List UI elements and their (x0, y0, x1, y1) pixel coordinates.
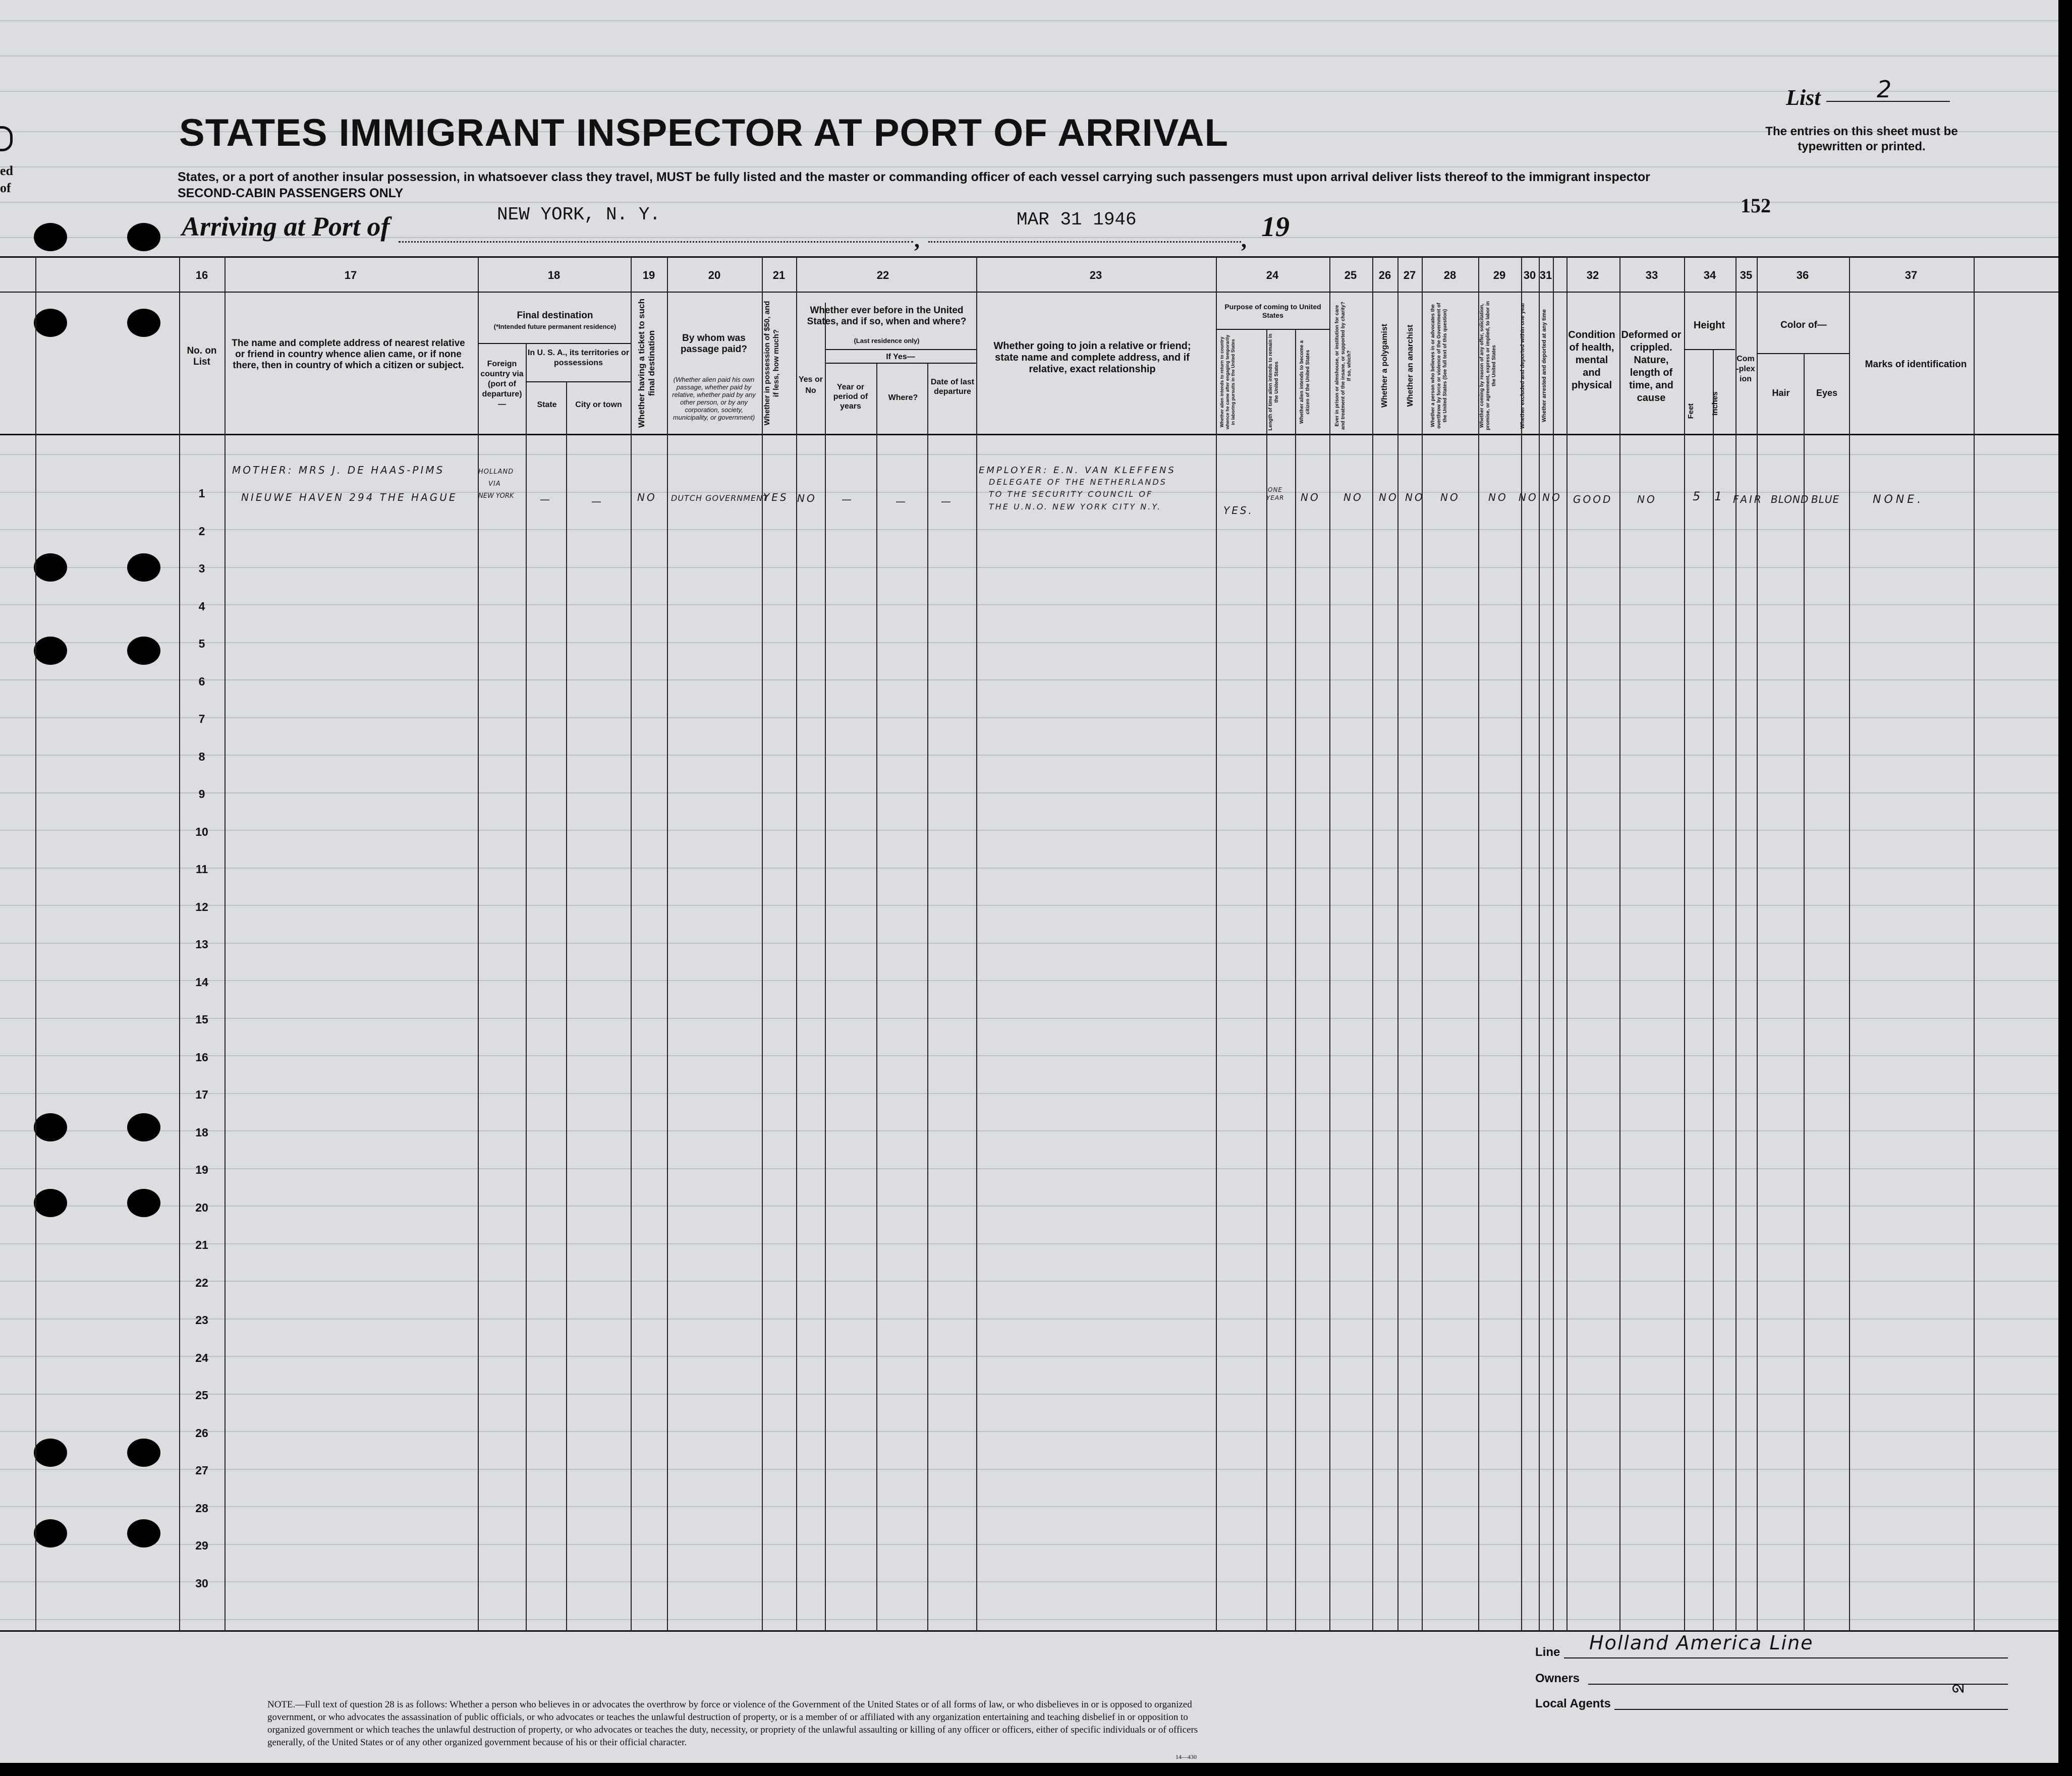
ruled-line (0, 91, 2058, 92)
arriving-label: Arriving at Port of (182, 211, 390, 242)
column-number: 29 (1493, 269, 1506, 281)
header-bottom-border (0, 434, 2058, 435)
port-line (399, 241, 913, 243)
column-divider (762, 256, 763, 1631)
column-number: 26 (1378, 269, 1391, 281)
ruled-line (0, 529, 2058, 530)
hdr-health: Condition of health, mental and physical (1568, 329, 1615, 391)
relative-line-2: NIEUWE HAVEN 294 THE HAGUE (241, 491, 458, 503)
comma-1: , (914, 227, 920, 252)
paid-by-value: DUTCH GOVERNMENT (671, 493, 768, 503)
column-divider (796, 256, 797, 1631)
row-number: 8 (198, 750, 205, 763)
column-number: 27 (1403, 269, 1416, 281)
hdr-hair: Hair (1772, 388, 1790, 398)
column-number: 30 (1523, 269, 1536, 281)
footer-note: NOTE.—Full text of question 28 is as follows: Whether a person who believes in or advocates the overthrow by force or violence of the Government of the United States or of all forms of law, or who disbelieves in or is opposed to organized government, or who advocates the assassination of public officials, or who advocates or teaches the unlawful destruction of property, or is a member of or affiliated with any organization entertaining and teaching disbelief in or opposition to organized government or which teaches the unlawful destruction of property, or who advocates or teaches the duty, necessity, or propriety of the unlawful assaulting or killing of any officer or officers, either of specific individuals or of officers generally, of the United States or of any other organized government because of his or their official character. (267, 1699, 1198, 1748)
deformed-value: NO (1637, 493, 1657, 505)
column-number: 19 (642, 269, 655, 281)
row-number: 4 (198, 600, 205, 613)
feet-value: 5 (1693, 489, 1703, 503)
foreign-line-1: HOLLAND (478, 468, 514, 476)
punch-hole (127, 1439, 160, 1467)
ruled-line (0, 1168, 2058, 1169)
citizen-value: NO (1301, 491, 1320, 503)
hdr-city: City or town (575, 400, 622, 409)
sub-column-divider (825, 303, 826, 1631)
ruled-line (0, 1356, 2058, 1357)
margin-text: ed of (0, 163, 13, 195)
row-number: 5 (198, 637, 205, 650)
sub-column-divider (876, 363, 877, 1631)
state-value: — (540, 493, 552, 505)
ruled-line (0, 943, 2058, 944)
anarchist-value: NO (1405, 491, 1425, 503)
hdr-overthrow: Whether a person who believes in or advocates the overthrow by force or violence of the Government of the United States (See full text of this question) (1430, 303, 1448, 429)
column-divider (1757, 256, 1758, 1631)
return-value: YES. (1223, 504, 1254, 517)
column-divider (1619, 256, 1620, 1631)
hdr-final-destination-note: (*Intended future permanent residence) (493, 323, 617, 330)
eyes-value: BLUE (1811, 493, 1840, 505)
ruled-line (0, 755, 2058, 756)
foreign-line-2: VIA (488, 480, 501, 488)
join-line-4: THE U.N.O. NEW YORK CITY N.Y. (989, 502, 1162, 511)
hdr-in-usa: In U. S. A., its territories or possessions (527, 349, 630, 367)
punch-hole (34, 309, 67, 337)
ruled-line (0, 1506, 2058, 1507)
punch-hole (34, 1439, 67, 1467)
punch-hole (34, 637, 67, 665)
ruled-line (0, 1544, 2058, 1545)
table-top-border (0, 256, 2058, 258)
row-number: 11 (195, 863, 208, 876)
typewritten-note: The entries on this sheet must be typewritten or printed. (1765, 125, 1958, 153)
local-agents-label: Local Agents (1535, 1697, 1611, 1710)
hdr-excluded: Whether excluded and deported within one year (1520, 302, 1526, 429)
row-number: 24 (195, 1351, 208, 1364)
money-value: YES (763, 491, 789, 503)
sub-column-divider (1295, 329, 1296, 1631)
column-number: 33 (1645, 269, 1658, 281)
hdr-passage-note: (Whether alien paid his own passage, whether paid by relative, whether paid by any other person, or by any corporation, society, municipality, or government) (672, 376, 756, 421)
pen-mark: ᘔ (1948, 1683, 1967, 1694)
column-number: 24 (1266, 269, 1279, 281)
column-divider (179, 256, 180, 1631)
ruled-line (0, 20, 2058, 21)
hdr-year-period: Year or period of years (833, 383, 868, 411)
hdr-purpose: Purpose of coming to United States (1224, 303, 1321, 319)
hdr-ever-before-note: (Last residence only) (854, 337, 920, 345)
row-number: 14 (195, 976, 208, 989)
ruled-line (0, 1319, 2058, 1320)
line-underline (1564, 1657, 2008, 1658)
punch-hole (127, 1189, 160, 1217)
hdr-length-time: Length of time alien intends to remain in the United States (1268, 333, 1279, 431)
hdr-final-destination: Final destination (517, 310, 593, 321)
c18-usa-divider (526, 381, 631, 382)
hdr-passage-paid: By whom was passage paid? (681, 333, 747, 355)
column-divider (976, 256, 977, 1631)
ruled-line (0, 980, 2058, 981)
hdr-if-yes: If Yes— (886, 353, 915, 361)
join-line-1: EMPLOYER: E.N. VAN KLEFFENS (979, 465, 1176, 476)
punch-hole (34, 553, 67, 582)
row-number: 30 (195, 1577, 208, 1590)
comma-2: , (1241, 227, 1247, 252)
city-value: — (591, 495, 603, 507)
column-divider (1422, 256, 1423, 1631)
year-prefix: 19 (1261, 211, 1290, 243)
form-number: 14—430 (1175, 1753, 1197, 1760)
column-divider (225, 256, 226, 1631)
hdr-foreign-country: Foreign country via (port of departure)— (480, 360, 524, 409)
excluded-value: NO (1519, 491, 1538, 503)
punch-hole (34, 1189, 67, 1217)
hdr-deformed: Deformed or crippled. Nature, length of time, and cause (1621, 329, 1682, 404)
row-number: 13 (195, 938, 208, 951)
page-title: STATES IMMIGRANT INSPECTOR AT PORT OF ARRIVAL (179, 111, 1229, 154)
subtitle-line-1: States, or a port of another insular possession, in whatsoever class they travel, MUST be fully listed and the master or commanding officer of each vessel carrying such passengers must upon arrival deliver lists thereof to the immigrant inspector (178, 170, 1650, 184)
column-divider (35, 256, 36, 1631)
row-number: 27 (195, 1464, 208, 1477)
punch-hole (127, 553, 160, 582)
hdr-join-relative: Whether going to join a relative or friend; state name and complete address, and if relative, exact relationship (993, 340, 1191, 375)
c24-subdivider (1216, 329, 1329, 330)
column-divider (1735, 256, 1737, 1631)
column-divider (631, 256, 632, 1631)
ruled-line (0, 679, 2058, 680)
column-divider (667, 256, 668, 1631)
hdr-inches: Inches (1711, 391, 1719, 416)
date-line (928, 241, 1241, 243)
sheet-number: 152 (1741, 194, 1771, 217)
overthrow-value: NO (1440, 491, 1460, 503)
hdr-feet: Feet (1687, 403, 1695, 419)
row-number: 1 (198, 487, 205, 500)
ruled-line (0, 166, 2058, 167)
list-number: 2 (1877, 76, 1892, 103)
column-number: 23 (1089, 269, 1102, 281)
row-number: 16 (195, 1051, 208, 1064)
row-number: 28 (195, 1502, 208, 1515)
ruled-line (0, 567, 2058, 568)
hdr-offer-labor: Whether coming by reason of any offer, solicitation, promise, or agreement, express or implied, to labor in the United States (1479, 301, 1497, 430)
punch-hole (34, 1113, 67, 1141)
row-number: 23 (195, 1313, 208, 1327)
column-number: 32 (1586, 269, 1599, 281)
column-divider (478, 256, 479, 1631)
row-number: 20 (195, 1201, 208, 1214)
hdr-return: Whether alien intends to return to country whence he came after engaging temporarily in laboring pursuits in the United States (1219, 334, 1236, 430)
hdr-anarchist: Whether an anarchist (1406, 324, 1415, 407)
port-value: NEW YORK, N. Y. (497, 204, 661, 225)
punch-hole (127, 1113, 160, 1141)
column-divider (1397, 256, 1398, 1631)
ruled-line (0, 1130, 2058, 1131)
hdr-yes-no: Yes or No (798, 375, 823, 395)
colnum-divider (0, 292, 2058, 293)
hdr-prison: Ever in prison or almshouse, or institution for care and treatment of the insane, or supported by charity? If so, which? (1334, 302, 1352, 430)
hdr-color-of: Color of— (1780, 320, 1827, 330)
marks-value: NONE. (1873, 493, 1924, 506)
column-divider (1521, 256, 1522, 1631)
column-number: 25 (1344, 269, 1357, 281)
hdr-height: Height (1693, 320, 1725, 331)
offer-value: NO (1488, 491, 1508, 503)
column-number: 31 (1539, 269, 1552, 281)
ruled-line (0, 604, 2058, 605)
row-number: 18 (195, 1126, 208, 1139)
year-period-value: — (842, 493, 854, 505)
owners-label: Owners (1535, 1672, 1580, 1685)
join-line-3: TO THE SECURITY COUNCIL OF (989, 489, 1153, 499)
column-number: 37 (1905, 269, 1918, 281)
ruled-line (0, 1394, 2058, 1395)
c36-subdivider (1757, 353, 1849, 354)
sub-column-divider (1266, 329, 1267, 1631)
last-departure-value: — (941, 495, 953, 507)
sub-column-divider (566, 381, 567, 1631)
column-divider (1478, 256, 1479, 1631)
row-number: 25 (195, 1389, 208, 1402)
hdr-citizen: Whether alien intends to become a citizen of the United States (1299, 340, 1311, 424)
column-divider (1566, 256, 1567, 1631)
column-number: 17 (344, 269, 357, 281)
owners-underline (1588, 1684, 2008, 1685)
ruled-line (0, 1281, 2058, 1282)
c34-subdivider (1684, 349, 1735, 350)
sub-column-divider (1713, 349, 1714, 1631)
list-label: List (1786, 85, 1821, 110)
column-divider (1372, 256, 1373, 1631)
ruled-line (0, 1619, 2058, 1620)
polygamist-value: NO (1379, 491, 1398, 503)
foreign-line-3: NEW YORK (478, 492, 514, 500)
ruled-line (0, 1093, 2058, 1094)
line-label: Line (1535, 1645, 1560, 1659)
sub-column-divider (1804, 353, 1805, 1631)
c18-subdivider (478, 343, 631, 344)
ruled-line (0, 717, 2058, 718)
c22-subdivider (825, 349, 976, 350)
column-divider (1849, 256, 1850, 1631)
column-number: 18 (547, 269, 561, 281)
prison-value: NO (1343, 491, 1363, 503)
hdr-marks: Marks of identification (1865, 359, 1967, 370)
column-divider (1329, 256, 1330, 1631)
column-number: 28 (1443, 269, 1457, 281)
punch-hole (127, 637, 160, 665)
ruled-line (0, 454, 2058, 455)
hdr-ticket: Whether having a ticket to such final destination (637, 299, 656, 428)
column-divider (1539, 256, 1540, 1631)
hdr-last-departure: Date of last departure (930, 378, 975, 396)
hdr-polygamist: Whether a polygamist (1380, 323, 1389, 408)
column-number: 34 (1703, 269, 1716, 281)
length-line-1: ONE (1268, 486, 1283, 493)
relative-line-1: MOTHER: MRS J. DE HAAS-PIMS (232, 464, 445, 476)
row-number: 3 (198, 562, 205, 575)
column-divider (1553, 256, 1554, 1631)
ticket-value: NO (637, 491, 657, 503)
ruled-line (0, 1243, 2058, 1244)
column-divider (1216, 256, 1217, 1631)
complexion-value: FAIR (1733, 493, 1763, 505)
subtitle-line-2: SECOND-CABIN PASSENGERS ONLY (178, 186, 404, 200)
hdr-arrested: Whether arrested and deported at any time (1541, 309, 1547, 422)
ruled-line (0, 1055, 2058, 1056)
column-divider (1974, 256, 1975, 1631)
hdr-fifty-dollars: Whether in possession of $50, and if less, how much? (763, 301, 780, 426)
hdr-state: State (537, 400, 557, 409)
ruled-line (0, 1469, 2058, 1470)
column-number: 16 (195, 269, 208, 281)
line-value: Holland America Line (1589, 1632, 1814, 1654)
row-number: 2 (198, 525, 205, 538)
ruled-line (0, 1018, 2058, 1019)
hdr-where: Where? (888, 393, 918, 402)
margin-mark (0, 126, 13, 151)
ever-before-value: NO (797, 492, 817, 504)
sub-column-divider (927, 363, 928, 1631)
row-number: 17 (195, 1088, 208, 1101)
ruled-line (0, 830, 2058, 831)
row-number: 12 (195, 900, 208, 913)
column-number: 36 (1796, 269, 1809, 281)
ruled-line (0, 905, 2058, 906)
row-number: 10 (195, 825, 208, 838)
arrested-value: NO (1542, 491, 1562, 503)
row-number: 26 (195, 1426, 208, 1440)
hdr-ever-before: Whether ever before in the United States, and if so, when and where? (807, 305, 967, 327)
hdr-no-on-list: No. on List (187, 346, 217, 367)
punch-hole (127, 223, 160, 251)
ruled-line (0, 868, 2058, 869)
column-number: 22 (876, 269, 889, 281)
ruled-line (0, 1206, 2058, 1207)
punch-hole (34, 1519, 67, 1548)
ruled-line (0, 792, 2058, 793)
c22-ifyes-divider (825, 363, 976, 364)
ruled-line (0, 1581, 2058, 1582)
ruled-line (0, 642, 2058, 643)
punch-hole (34, 223, 67, 251)
column-divider (1684, 256, 1685, 1631)
where-value: — (895, 495, 908, 507)
length-line-2: YEAR (1266, 494, 1284, 501)
hdr-eyes: Eyes (1816, 388, 1838, 398)
hdr-nearest-relative: The name and complete address of nearest relative or friend in country whence alien came, or if none there, then in country of which a citizen or subject. (232, 338, 465, 371)
row-number: 7 (198, 712, 205, 725)
ruled-line (0, 1431, 2058, 1432)
column-number: 21 (772, 269, 786, 281)
date-value: MAR 31 1946 (1017, 209, 1137, 230)
join-line-2: DELEGATE OF THE NETHERLANDS (989, 477, 1167, 487)
health-value: GOOD (1573, 493, 1613, 505)
inches-value: 1 (1714, 489, 1724, 503)
row-number: 6 (198, 675, 205, 688)
hdr-complexion: Com-plexion (1736, 355, 1755, 383)
row-number: 21 (195, 1238, 208, 1251)
row-number: 19 (195, 1163, 208, 1176)
row-number: 29 (195, 1539, 208, 1552)
agents-underline (1614, 1709, 2008, 1710)
ruled-line (0, 55, 2058, 56)
row-number: 22 (195, 1276, 208, 1289)
column-number: 20 (708, 269, 721, 281)
hair-value: BLOND (1771, 493, 1809, 505)
row-number: 15 (195, 1013, 208, 1026)
punch-hole (127, 309, 160, 337)
column-number: 35 (1740, 269, 1753, 281)
sub-column-divider (526, 343, 527, 1631)
punch-hole (127, 1519, 160, 1548)
row-number: 9 (198, 787, 205, 800)
